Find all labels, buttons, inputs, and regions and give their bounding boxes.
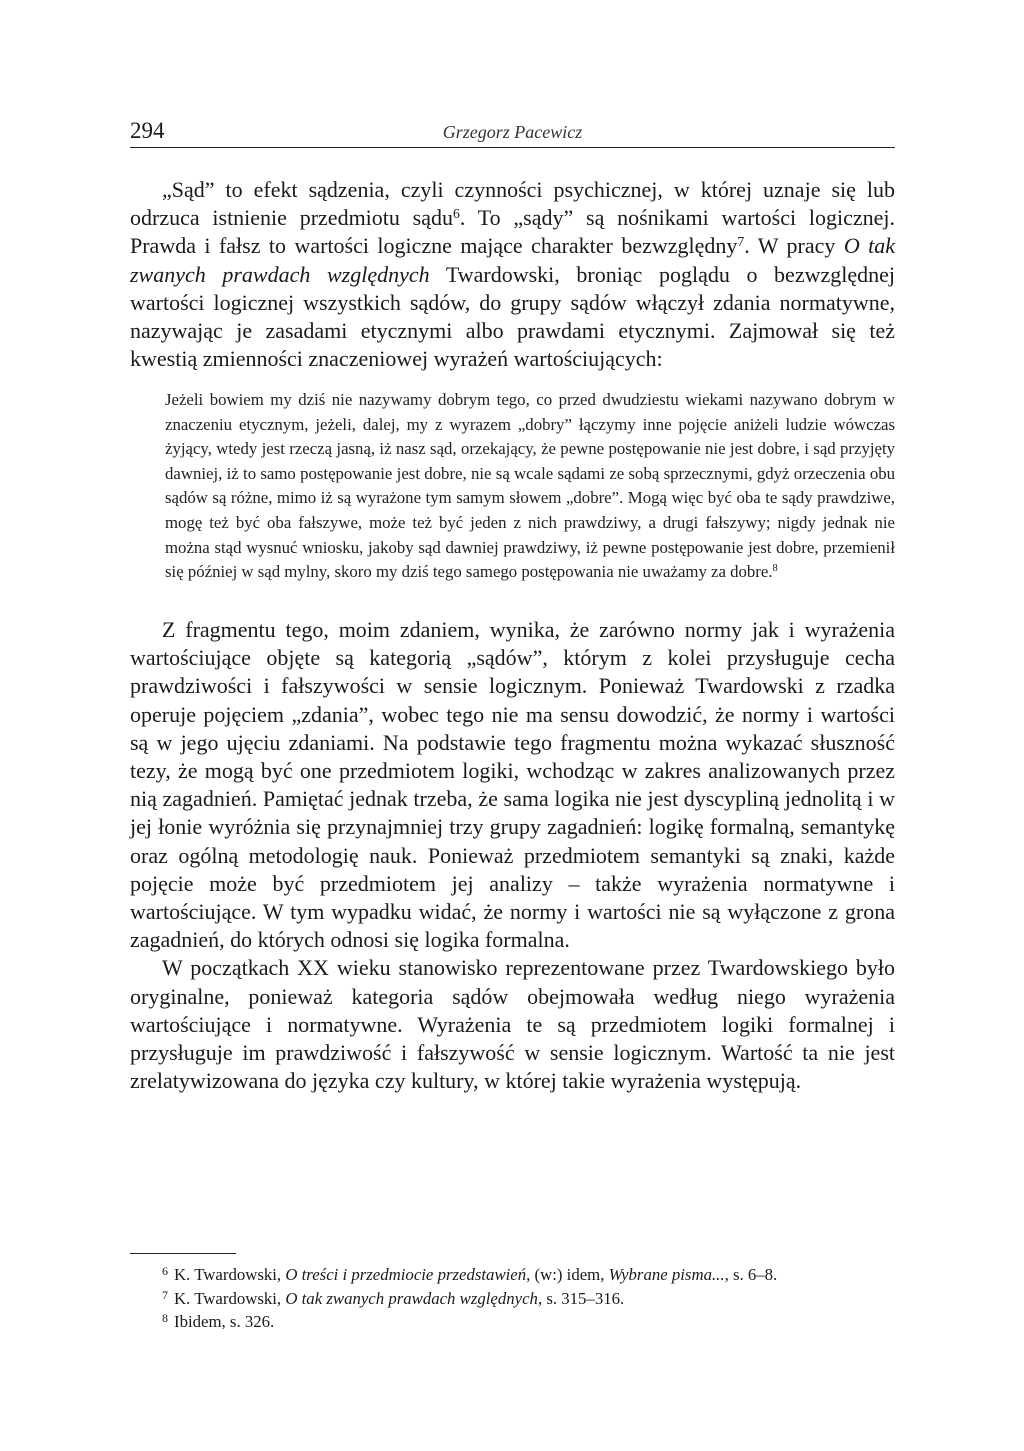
footnote-text: K. Twardowski, <box>174 1288 286 1308</box>
p1-italic-title: O tak zwanych prawdach względnych <box>130 233 896 287</box>
footnote-ref-6[interactable]: 6 <box>453 205 460 221</box>
footnote-number: 7 <box>162 1287 168 1302</box>
footnote-text: , s. 315–316. <box>537 1288 625 1308</box>
footnote-separator <box>130 1253 236 1254</box>
footnote-ref-7[interactable]: 7 <box>737 233 745 249</box>
paragraph-group <box>130 616 895 1095</box>
page-header <box>130 117 895 148</box>
paragraph-2: Z fragmentu tego, moim zdaniem, wynika, że zarówno normy jak i wyrażenia wartościujące objęte są kategorią „sądów”, którym z kolei przysługuje cecha prawdziwości i fałszywości w sensie logicznym. Ponieważ Twardowski z rzadka operuje pojęciem „zdania”, wobec tego nie ma sensu dowodzić, że normy i wartości są w jego ujęciu zdaniami. Na podstawie tego fragmentu można wykazać słuszność tezy, że mogą być one przedmiotem logiki, wchodząc w zakres analizowanych przez nią zagadnień. Pamiętać jednak trzeba, że sama logika nie jest dyscypliną jednolitą i w jej łonie wyróżnia się przynajmniej trzy grupy zagadnień: logikę formalną, semantykę oraz ogólną metodologię nauk. Ponieważ przedmiotem semantyki są znaki, każde pojęcie może być przedmiotem jej analizy – także wyrażenia normatywne i wartościujące. W tym wypadku widać, że normy i wartości nie są wyłączone z grona zagadnień, do których odnosi się logika formalna. <box>130 617 895 953</box>
p1-text-1: „Sąd” to efekt sądzenia, czyli czynności psychicznej, w której uznaje się lub odrzuca istnienie przedmiotu sądu <box>130 177 895 231</box>
p1-text-2: . To „sądy” są nośnikami wartości logicznej. Prawda i fałsz to wartości logiczne mające charakter bezwzględny <box>130 205 895 259</box>
footnote-ref-8[interactable]: 8 <box>772 563 778 575</box>
quote-text: Jeżeli bowiem my dziś nie nazywamy dobrym tego, co przed dwudziestu wiekami nazywano dobrym w znaczeniu etycznym, jeżeli, dalej, my z wyrazem „dobry” łączymy inne pojęcie aniżeli ludzie wówczas żyjący, wtedy jest rzeczą jasną, iż nasz sąd, orzekający, że pewne postępowanie nie jest dobre, i sąd przyjęty dawniej, iż to samo postępowanie jest dobre, nie są wcale sądami ze sobą sprzecznymi, gdyż orzeczenia obu sądów są różne, mimo iż są wyrażone tym samym słowem „dobre”. Mogą więc być oba te sądy prawdziwe, mogę też być oba fałszywe, może też być jeden z nich prawdziwy, a drugi fałszywy; nigdy jednak nie można stąd wysnuć wniosku, jakoby sąd dawniej prawdziwy, iż pewne postępowanie jest dobre, przemienił się później w sąd mylny, skoro my dziś tego samego postępowania nie uważamy za dobre. <box>165 390 895 582</box>
footnote-text: K. Twardowski, <box>174 1265 286 1284</box>
footnote-6 <box>162 1264 892 1288</box>
page-number: 294 <box>130 118 165 143</box>
p1-text-3: . W pracy <box>744 233 844 259</box>
paragraph-1 <box>130 176 895 373</box>
footnotes <box>162 1264 892 1335</box>
footnote-title: O treści i przedmiocie przedstawień <box>285 1265 527 1284</box>
footnote-title: O tak zwanych prawdach względnych <box>285 1288 538 1308</box>
footnote-number: 8 <box>162 1311 168 1325</box>
footnote-text: Ibidem, s. 326. <box>174 1312 275 1331</box>
footnote-title: Wybrane pisma... <box>608 1265 725 1284</box>
paragraph-3: W początkach XX wieku stanowisko reprezentowane przez Twardowskiego było oryginalne, ponieważ kategoria sądów obejmowała według niego wyrażenia wartościujące i normatywne. Wyrażenia te są przedmiotem logiki formalnej i przysługuje im prawdziwość i fałszywość w sensie logicznym. Wartość ta nie jest zrelatywizowana do języka czy kultury, w której takie wyrażenia występują. <box>130 955 895 1094</box>
p1-text-4: Twardowski, broniąc poglądu o bezwzględnej wartości logicznej wszystkich sądów, do grupy sądów włączył zdania normatywne, nazywając je zasadami etycznymi albo prawdami etycznymi. Zajmował się też kwestią zmienności znaczeniowej wyrażeń wartościujących: <box>130 261 895 372</box>
running-head: Grzegorz Pacewicz <box>442 122 583 142</box>
footnote-8 <box>162 1311 892 1335</box>
footnote-number: 6 <box>162 1264 168 1278</box>
footnote-text: , (w:) idem, <box>526 1265 609 1284</box>
footnote-7 <box>162 1288 892 1312</box>
footnote-text: , s. 6–8. <box>724 1265 778 1284</box>
block-quote <box>165 388 895 585</box>
